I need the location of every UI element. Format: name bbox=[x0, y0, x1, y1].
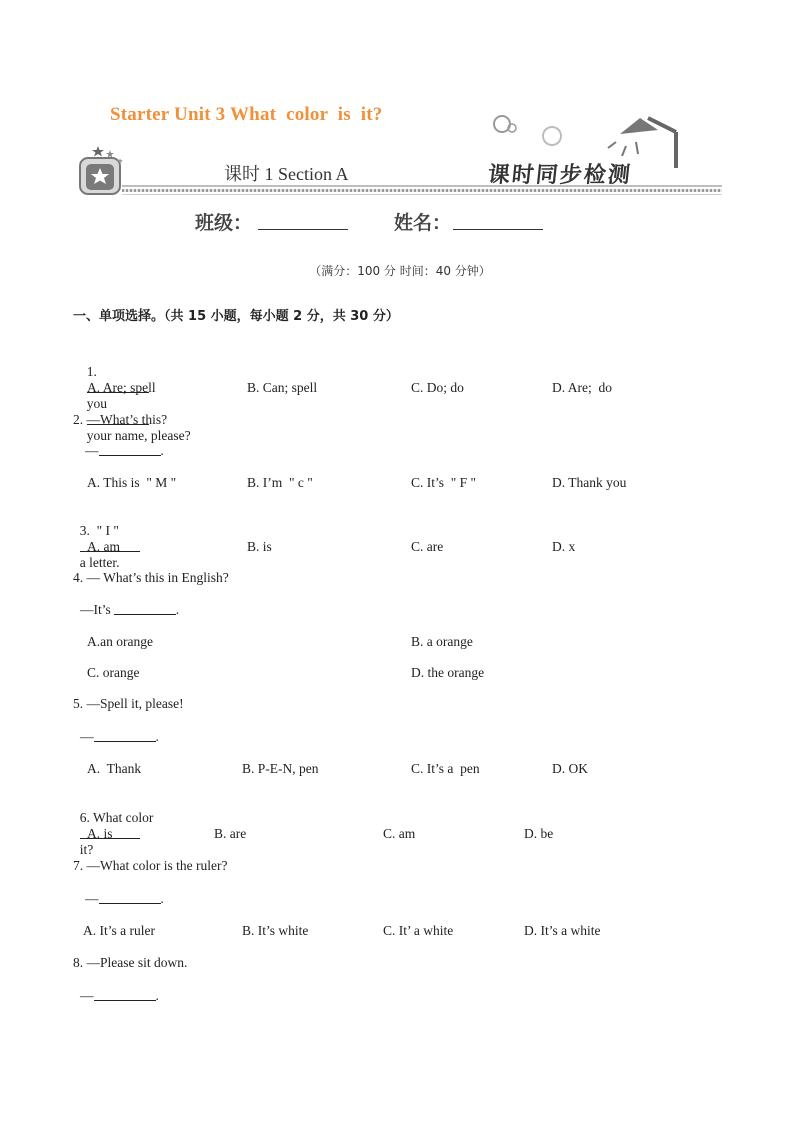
question-8: 8. —Please sit down. bbox=[73, 955, 188, 970]
option-c[interactable]: C. It’s " F " bbox=[411, 475, 477, 490]
question-text: you bbox=[86, 396, 107, 411]
option-c[interactable]: C. Do; do bbox=[411, 380, 464, 395]
question-text: 1. bbox=[86, 364, 97, 379]
question-text: your name, please? bbox=[86, 428, 191, 443]
option-a[interactable]: A. Thank bbox=[87, 761, 142, 776]
option-d[interactable]: D. the orange bbox=[411, 665, 485, 680]
option-c[interactable]: C. orange bbox=[87, 665, 140, 680]
answer-blank[interactable] bbox=[94, 999, 156, 1001]
name-field[interactable] bbox=[453, 229, 543, 230]
question-2: 2. —What’s this? bbox=[73, 412, 168, 427]
option-d[interactable]: D. It’s a white bbox=[524, 923, 601, 938]
option-b[interactable]: B. P-E-N, pen bbox=[242, 761, 319, 776]
class-label: 班级： bbox=[195, 212, 253, 234]
lesson-label: 课时 1 Section A bbox=[224, 164, 349, 184]
option-a[interactable]: A. It’s a ruler bbox=[83, 923, 155, 938]
score-time-info: （满分：100 分 时间：40 分钟） bbox=[309, 264, 491, 278]
option-a[interactable]: A. This is " M " bbox=[87, 475, 177, 490]
answer-blank[interactable] bbox=[94, 740, 156, 742]
option-c[interactable]: C. are bbox=[411, 539, 444, 554]
option-b[interactable]: B. a orange bbox=[411, 634, 473, 649]
option-b[interactable]: B. Can; spell bbox=[247, 380, 318, 395]
question-3: 3. " I " a letter. bbox=[73, 507, 140, 571]
banner-hatch bbox=[122, 189, 722, 192]
answer-line: — . bbox=[80, 988, 159, 1003]
option-b[interactable]: B. is bbox=[247, 539, 272, 554]
option-a[interactable]: A. is bbox=[87, 826, 113, 841]
answer-line: — . bbox=[85, 443, 164, 458]
option-c[interactable]: C. It’s a pen bbox=[411, 761, 480, 776]
answer-blank[interactable] bbox=[99, 902, 161, 904]
question-4: 4. — What’s this in English? bbox=[73, 570, 229, 585]
answer-blank[interactable] bbox=[99, 454, 161, 456]
question-6: 6. What color it? bbox=[79, 810, 154, 857]
sync-test-label: 课时同步检测 bbox=[486, 163, 634, 188]
question-1 bbox=[80, 348, 191, 444]
question-5: 5. —Spell it, please! bbox=[73, 696, 184, 711]
option-d[interactable]: D. Thank you bbox=[552, 475, 627, 490]
banner-line-bottom bbox=[122, 194, 722, 195]
option-d[interactable]: D. Are; do bbox=[552, 380, 612, 395]
option-b[interactable]: B. I’m " c " bbox=[247, 475, 313, 490]
answer-line: — . bbox=[80, 729, 159, 744]
name-label: 姓名： bbox=[394, 212, 452, 234]
banner-line bbox=[122, 185, 722, 187]
option-b[interactable]: B. are bbox=[214, 826, 247, 841]
option-a[interactable]: A.an orange bbox=[87, 634, 153, 649]
option-d[interactable]: D. x bbox=[552, 539, 576, 554]
option-a[interactable]: A. Are; spell bbox=[87, 380, 156, 395]
worksheet-title: Starter Unit 3 What color is it? bbox=[110, 104, 383, 125]
answer-line: — . bbox=[85, 891, 164, 906]
answer-line: —It’s . bbox=[80, 602, 180, 617]
question-7: 7. —What color is the ruler? bbox=[73, 858, 228, 873]
option-b[interactable]: B. It’s white bbox=[242, 923, 309, 938]
option-a[interactable]: A. am bbox=[87, 539, 120, 554]
option-c[interactable]: C. It’ a white bbox=[383, 923, 454, 938]
section-title: 一、单项选择。（共 15 小题，每小题 2 分，共 30 分） bbox=[73, 309, 399, 324]
answer-blank[interactable] bbox=[114, 613, 176, 615]
option-d[interactable]: D. OK bbox=[552, 761, 588, 776]
option-c[interactable]: C. am bbox=[383, 826, 416, 841]
option-d[interactable]: D. be bbox=[524, 826, 554, 841]
class-field[interactable] bbox=[258, 229, 348, 230]
